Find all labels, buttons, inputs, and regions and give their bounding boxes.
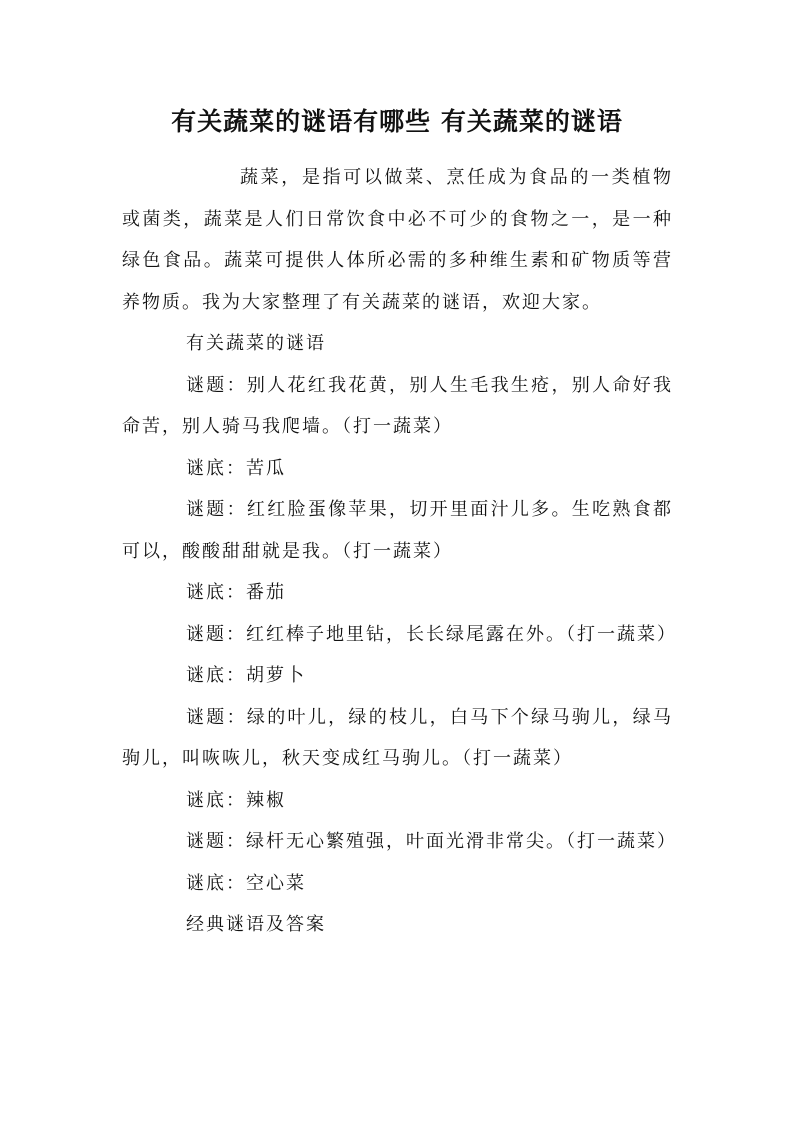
- intro-paragraph: 蔬菜，是指可以做菜、烹任成为食品的一类植物或菌类，蔬菜是人们日常饮食中必不可少的食物之一，是一种绿色食品。蔬菜可提供人体所必需的多种维生素和矿物质等营养物质。我为大家整理了有关蔬菜的谜语，欢迎大家。: [122, 167, 673, 313]
- riddle-question: 谜题：红红脸蛋像苹果，切开里面汁儿多。生吃熟食都可以，酸酸甜甜就是我。（打一蔬菜）: [122, 499, 673, 562]
- riddle-question: 谜题：别人花红我花黄，别人生毛我生疮，别人命好我命苦，别人骑马我爬墙。（打一蔬菜）: [122, 374, 673, 437]
- riddle-answer: 谜底：苦瓜: [186, 457, 286, 479]
- riddle-question: 谜题：红红棒子地里钻，长长绿尾露在外。（打一蔬菜）: [186, 623, 677, 645]
- riddle-answer: 谜底：空心菜: [186, 872, 306, 894]
- riddle-question: 谜题：绿杆无心繁殖强，叶面光滑非常尖。（打一蔬菜）: [186, 831, 677, 852]
- riddle-answer: 谜底：胡萝卜: [186, 665, 306, 686]
- riddle-answer: 谜底：番茄: [186, 582, 286, 603]
- document-title: 有关蔬菜的谜语有哪些 有关蔬菜的谜语: [171, 107, 623, 136]
- riddle-answer: 谜底：辣椒: [186, 789, 286, 811]
- section-heading: 经典谜语及答案: [186, 914, 326, 935]
- riddle-question: 谜题：绿的叶儿，绿的枝儿，白马下个绿马驹儿，绿马驹儿，叫咴咴儿，秋天变成红马驹儿。（打一蔬菜）: [122, 706, 673, 769]
- section-heading: 有关蔬菜的谜语: [186, 333, 326, 354]
- document-body: [122, 157, 677, 946]
